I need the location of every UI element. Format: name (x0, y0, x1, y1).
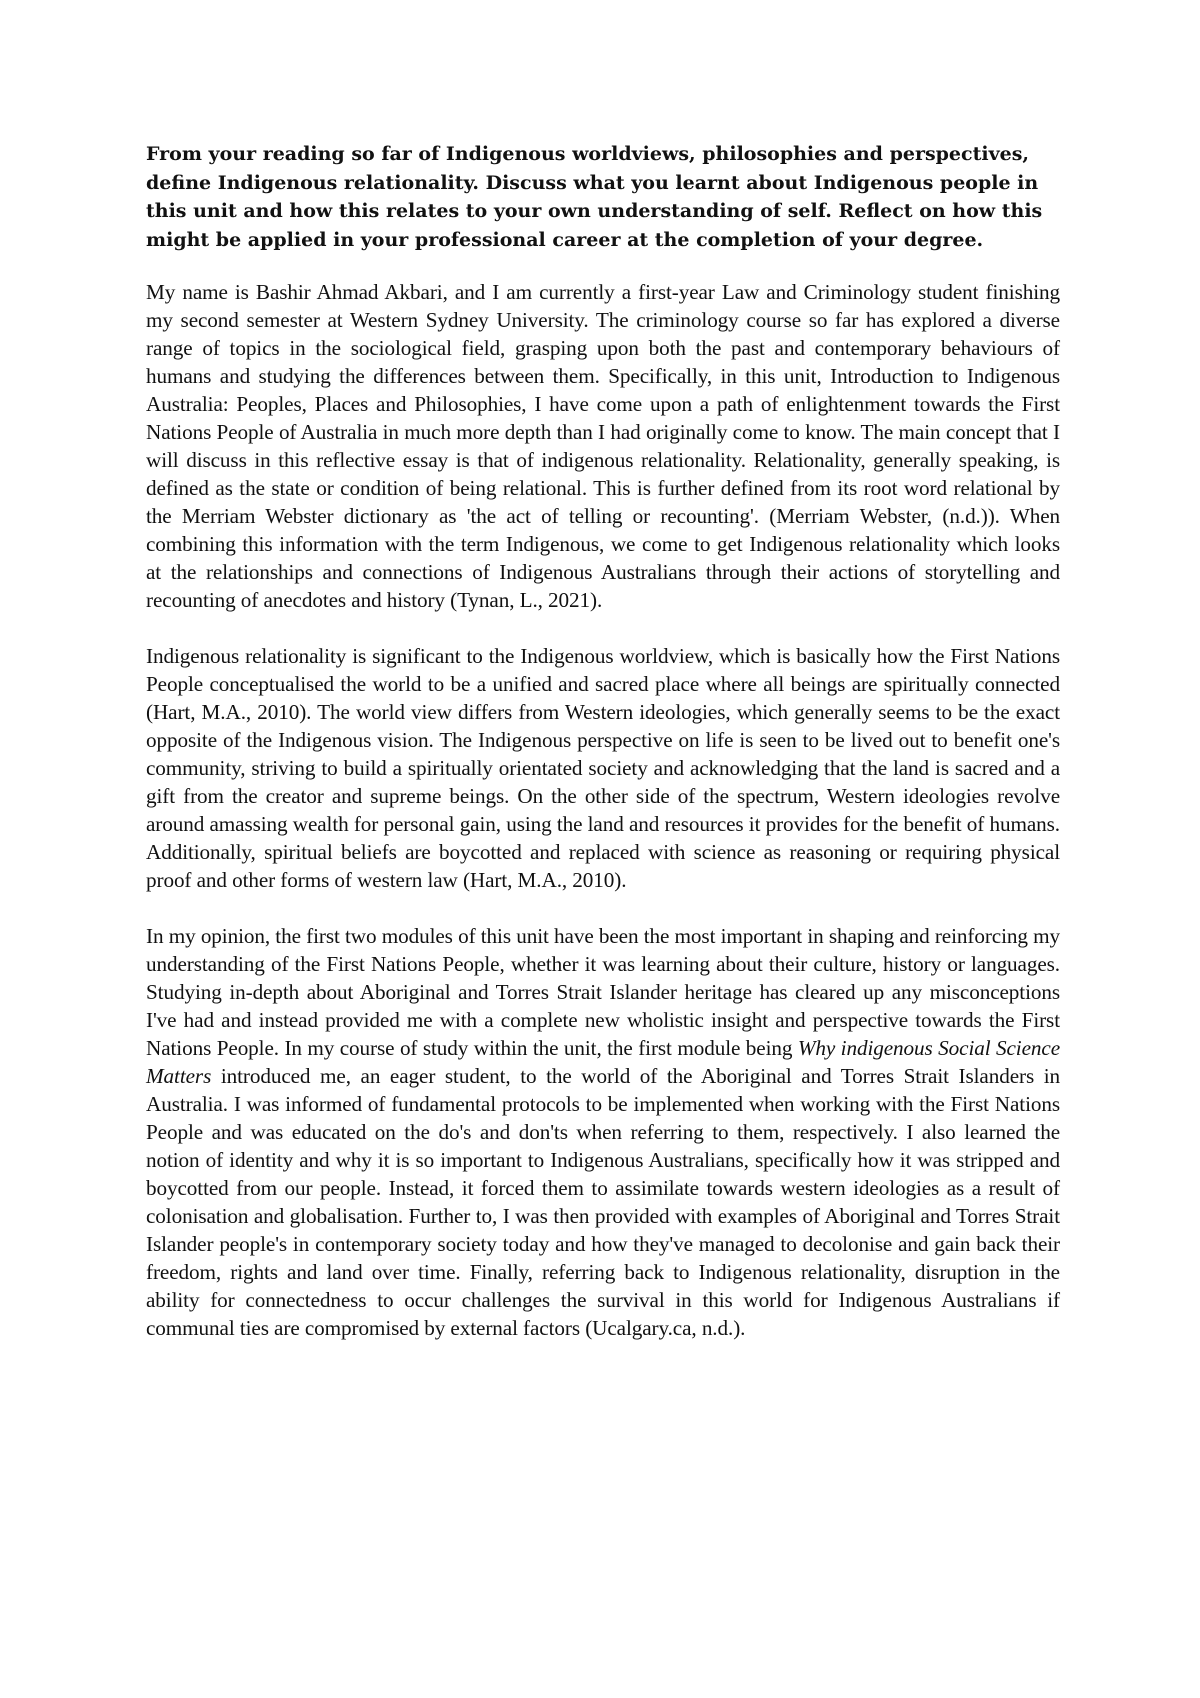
paragraph-modules (146, 922, 1060, 1342)
module-title-italic: Why indigenous Social Science Matters (146, 1036, 1060, 1088)
essay-question: From your reading so far of Indigenous worldviews, philosophies and perspectives, define Indigenous relationality. Discuss what you learnt about Indigenous people in this unit and how this relates to your own understanding of self. Reflect on how this might be applied in your professional career at the completion of your degree. (146, 143, 1043, 251)
paragraph-introduction: My name is Bashir Ahmad Akbari, and I am currently a first-year Law and Criminology student finishing my second semester at Western Sydney University. The criminology course so far has explored a diverse range of topics in the sociological field, grasping upon both the past and contemporary behaviours of humans and studying the differences between them. Specifically, in this unit, Introduction to Indigenous Australia: Peoples, Places and Philosophies, I have come upon a path of enlightenment towards the First Nations People of Australia in much more depth than I had originally come to know. The main concept that I will discuss in this reflective essay is that of indigenous relationality. Relationality, generally speaking, is defined as the state or condition of being relational. This is further defined from its root word relational by the Merriam Webster dictionary as 'the act of telling or recounting'. (Merriam Webster, (n.d.)). When combining this information with the term Indigenous, we come to get Indigenous relationality which looks at the relationships and connections of Indigenous Australians through their actions of storytelling and recounting of anecdotes and history (Tynan, L., 2021). (146, 280, 1060, 612)
document-page (146, 140, 1060, 1370)
paragraph-modules-text-start: In my opinion, the first two modules of this unit have been the most important in shaping and reinforcing my understanding of the First Nations People, whether it was learning about their culture, history or languages. Studying in-depth about Aboriginal and Torres Strait Islander heritage has cleared up any misconceptions I've had and instead provided me with a complete new wholistic insight and perspective towards the First Nations People. In my course of study within the unit, the first module being (146, 924, 1060, 1060)
paragraph-worldview: Indigenous relationality is significant to the Indigenous worldview, which is basically how the First Nations People conceptualised the world to be a unified and sacred place where all beings are spiritually connected (Hart, M.A., 2010). The world view differs from Western ideologies, which generally seems to be the exact opposite of the Indigenous vision. The Indigenous perspective on life is seen to be lived out to benefit one's community, striving to build a spiritually orientated society and acknowledging that the land is sacred and a gift from the creator and supreme beings. On the other side of the spectrum, Western ideologies revolve around amassing wealth for personal gain, using the land and resources it provides for the benefit of humans. Additionally, spiritual beliefs are boycotted and replaced with science as reasoning or requiring physical proof and other forms of western law (Hart, M.A., 2010). (146, 644, 1060, 892)
paragraph-modules-text-end: introduced me, an eager student, to the world of the Aboriginal and Torres Strait Islanders in Australia. I was informed of fundamental protocols to be implemented when working with the First Nations People and was educated on the do's and don'ts when referring to them, respectively. I also learned the notion of identity and why it is so important to Indigenous Australians, specifically how it was stripped and boycotted from our people. Instead, it forced them to assimilate towards western ideologies as a result of colonisation and globalisation. Further to, I was then provided with examples of Aboriginal and Torres Strait Islander people's in contemporary society today and how they've managed to decolonise and gain back their freedom, rights and land over time. Finally, referring back to Indigenous relationality, disruption in the ability for connectedness to occur challenges the survival in this world for Indigenous Australians if communal ties are compromised by external factors (Ucalgary.ca, n.d.). (146, 1064, 1060, 1340)
